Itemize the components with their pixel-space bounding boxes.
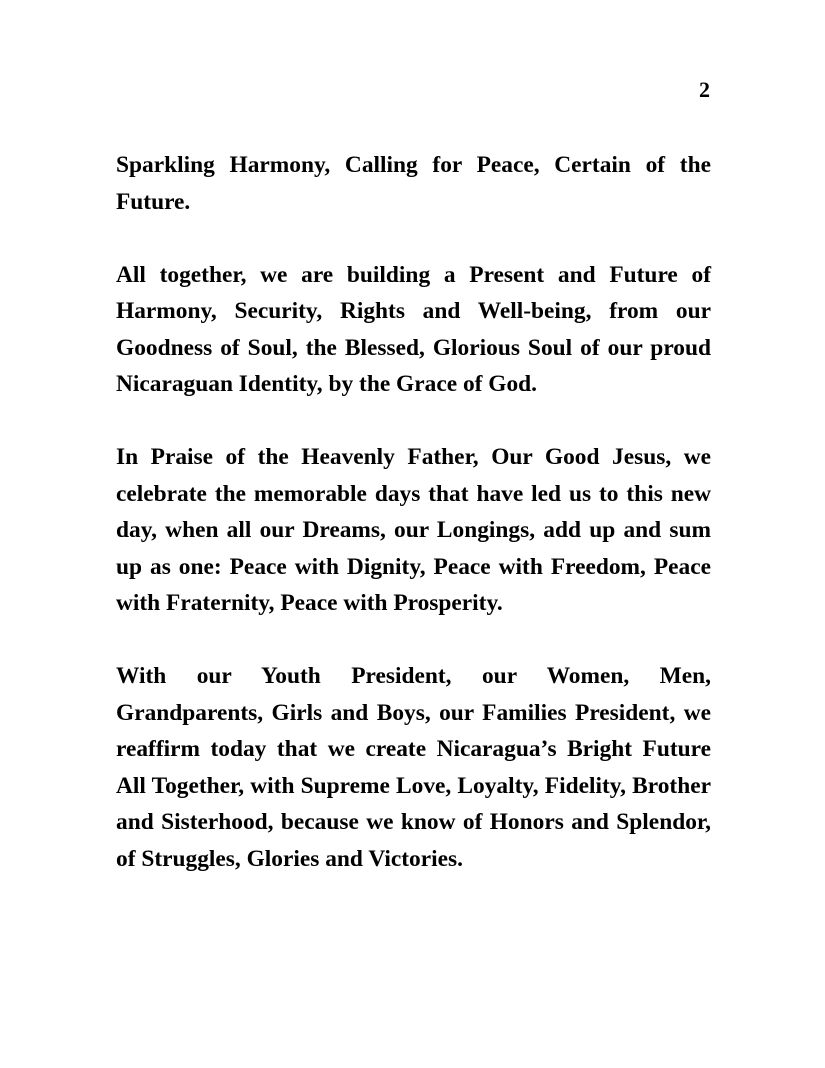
paragraph-4: With our Youth President, our Women, Men, Grandparents, Girls and Boys, our Families President, we reaffirm today that we create Nicaragua’s Bright Future All Together, with Supreme Love, Loyalty, Fidelity, Brother and Sisterhood, because we know of Honors and Splendor, of Struggles, Glories and Victories. bbox=[116, 663, 711, 872]
page-number: 2 bbox=[699, 77, 710, 102]
paragraph-2: All together, we are building a Present and Future of Harmony, Security, Rights and Well-being, from our Goodness of Soul, the Blessed, Glorious Soul of our proud Nicaraguan Identity, by the Grace of God. bbox=[116, 261, 711, 397]
paragraph-1: Sparkling Harmony, Calling for Peace, Certain of the Future. bbox=[116, 152, 711, 215]
paragraph-3: In Praise of the Heavenly Father, Our Good Jesus, we celebrate the memorable days that have led us to this new day, when all our Dreams, our Longings, add up and sum up as one: Peace with Dignity, Peace with Freedom, Peace with Fraternity, Peace with Prosperity. bbox=[116, 444, 711, 616]
document-body bbox=[116, 147, 711, 877]
